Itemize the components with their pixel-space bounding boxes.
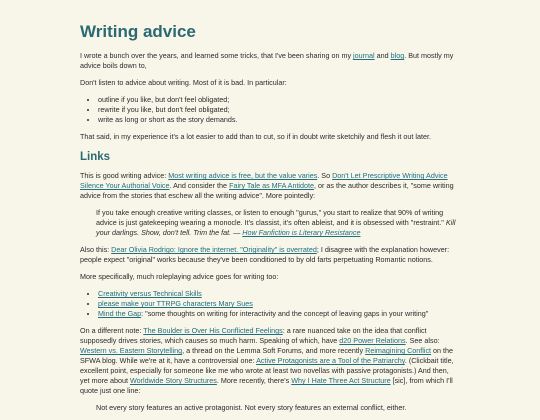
link-three-act[interactable]: Why I Hate Three Act Structure — [291, 376, 391, 385]
text: . See also: — [405, 336, 440, 345]
text: [sic], from which I'll quote just one line: — [80, 376, 453, 395]
link-fanfiction-text: How Fanfiction is Literary Resistance — [242, 228, 361, 237]
link-western-eastern[interactable]: Western vs. Eastern Storytelling — [80, 346, 183, 355]
list-item: • write as long or short as the story demands. — [98, 115, 460, 125]
link-reimagining-conflict[interactable]: Reimagining Conflict — [365, 346, 432, 355]
text: . (Clickbait title, excellent point, especially for someone like me who wrote at least two novellas with passive protagonists.) And then, yet more about — [80, 356, 454, 385]
also-paragraph — [80, 245, 460, 265]
three-act-quote: Not every story features an active protagonist. Not every story features an external conflict, either. — [96, 403, 407, 412]
list-item: • rewrite if you like, but don't feel obligated; — [98, 105, 460, 115]
text: , or as the author describes it, "some writing advice from the stories that eschew all the writing advice". More pointedly: — [80, 181, 454, 200]
fanfiction-quote — [96, 208, 460, 238]
link-worldwide-structures[interactable]: Worldwide Story Structures — [129, 376, 217, 385]
that-said-paragraph: That said, in my experience it's a lot easier to add than to cut, so if in doubt write sketchily and flesh it out later. — [80, 132, 431, 141]
quote-emphasis: Kill your darlings. Show, don't tell. Trim the fat. — [96, 218, 456, 237]
list-item — [98, 289, 460, 299]
dont-listen-paragraph: Don't listen to advice about writing. Most of it is bad. In particular: — [80, 78, 287, 87]
links-heading: Links — [80, 151, 111, 163]
list-item: • outline if you like, but don't feel obligated; — [98, 95, 460, 105]
text: Also this: — [80, 245, 112, 254]
text: : a rare nuanced take on the idea that conflict supposedly drives stories, which causes so much harm. Speaking of which, have — [80, 326, 427, 345]
journal-link[interactable]: journal — [353, 51, 375, 60]
advice-list — [80, 95, 460, 125]
text: On a different note: — [80, 326, 144, 335]
link-active-protagonists[interactable]: Active Protagonists are a Tool of the Patriarchy — [256, 356, 405, 365]
text: on the SFWA blog. While we're at it, have a controversial one: — [80, 346, 454, 365]
link-most-advice-free[interactable]: Most writing advice is free, but the value varies — [168, 171, 318, 180]
roleplay-list — [80, 289, 460, 319]
text: This is good writing advice: — [80, 171, 169, 180]
text: . And consider the — [169, 181, 230, 190]
intro-text-and: and — [374, 51, 391, 60]
link-olivia-rodrigo[interactable]: Dear Olivia Rodrigo: Ignore the internet. "Originality" is overrated — [111, 245, 317, 254]
intro-text: I wrote a bunch over the years, and learned some tricks, that I've been sharing on my — [80, 51, 354, 60]
link-mind-the-gap[interactable]: Mind the Gap — [98, 309, 142, 318]
text: . So — [317, 171, 333, 180]
good-advice-paragraph — [80, 171, 460, 201]
text: : "some thoughts on writing for interactivity and the concept of leaving gaps in your writing" — [141, 309, 429, 318]
intro-text-end: . But mostly my advice boils down to, — [80, 51, 454, 70]
list-item — [98, 299, 460, 309]
quote-dash: — — [231, 228, 243, 237]
link-fanfiction-resistance[interactable] — [242, 228, 360, 237]
link-prescriptive-advice[interactable]: Don't Let Prescriptive Writing Advice Silence Your Authorial Voice — [80, 171, 448, 190]
article — [80, 22, 460, 420]
link-mary-sues[interactable]: please make your TTRPG characters Mary Sues — [98, 299, 253, 308]
list-item — [98, 309, 460, 319]
different-note-paragraph — [80, 326, 460, 396]
page-title: Writing advice — [80, 22, 196, 41]
link-creativity[interactable]: Creativity versus Technical Skills — [98, 289, 202, 298]
link-fairy-tale[interactable]: Fairy Tale as MFA Antidote — [229, 181, 315, 190]
text: , a thread on the Lemma Soft Forums, and more recently — [182, 346, 366, 355]
text: ; I disagree with the explanation however: people expect "original" works because they've been conditioned to by old farts perpetuating Romantic notions. — [80, 245, 450, 264]
quote-text: If you take enough creative writing classes, or listen to enough "gurus," you start to realize that 90% of writing advice is just gatekeeping wearing a monocle. It's classist, it's often ableist, and it is obsessed with "restraint." — [96, 208, 446, 227]
link-d20-power[interactable]: d20 Power Relations — [339, 336, 406, 345]
blog-link[interactable]: blog — [390, 51, 405, 60]
link-boulder[interactable]: The Boulder is Over His Conflicted Feelings — [143, 326, 283, 335]
intro-paragraph — [80, 51, 460, 71]
roleplay-paragraph: More specifically, much roleplaying advice goes for writing too: — [80, 272, 279, 281]
text: . More recently, there's — [216, 376, 292, 385]
